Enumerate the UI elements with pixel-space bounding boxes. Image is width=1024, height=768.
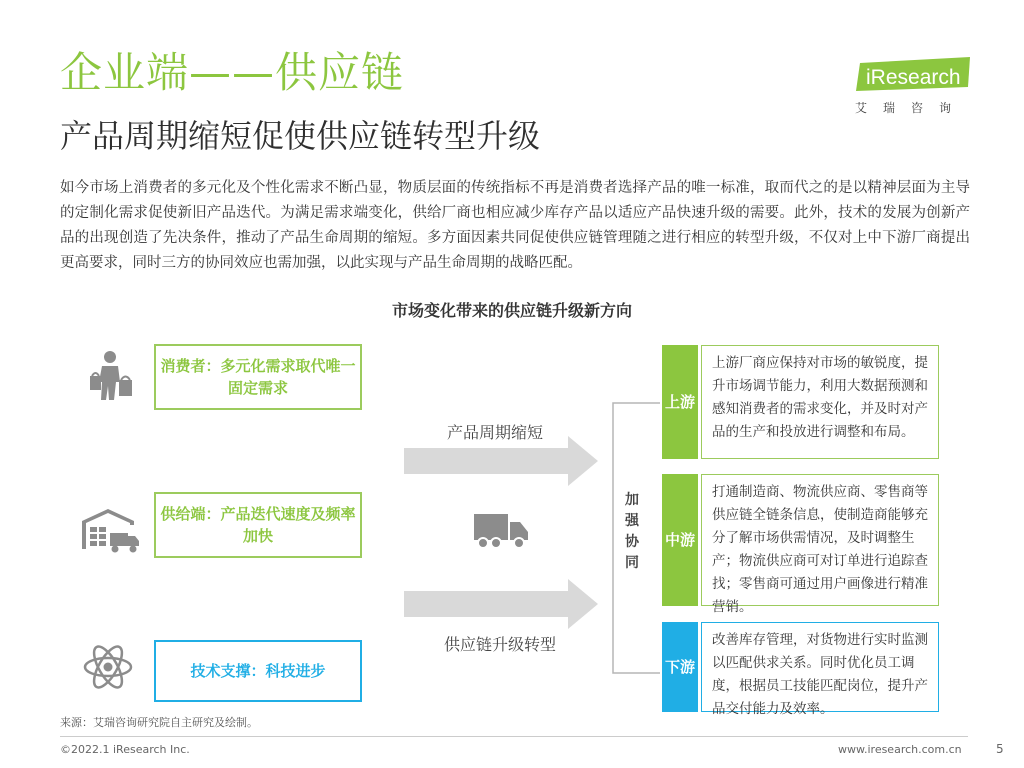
footer-url: www.iresearch.com.cn: [838, 743, 962, 756]
page-title: 企业端——供应链: [60, 48, 405, 97]
logo-subtitle: 艾瑞咨询: [855, 101, 968, 115]
consumer-box: 消费者：多元化需求取代唯一固定需求: [154, 344, 362, 410]
midstream-tag: 中游: [662, 474, 698, 606]
arrow-top: [404, 436, 598, 486]
shopper-icon: [88, 350, 138, 402]
supply-side-box: 供给端：产品迭代速度及频率加快: [154, 492, 362, 558]
arrow-top-label: 产品周期缩短: [447, 423, 544, 442]
page-number: 5: [996, 742, 1004, 756]
warehouse-icon: [80, 505, 142, 555]
collaboration-label: 加强协同: [625, 492, 639, 571]
midstream-description: 打通制造商、物流供应商、零售商等供应链全链条信息，使制造商能够充分了解市场供需情况，及时调整生产；物流供应商可对订单进行追踪查找；零售商可通过用户画像进行精准营销。: [701, 474, 939, 606]
arrow-bottom: [404, 579, 598, 629]
source-note: 来源：艾瑞咨询研究院自主研究及绘制。: [60, 716, 258, 729]
truck-icon: [472, 512, 530, 550]
downstream-tag: 下游: [662, 622, 698, 712]
technology-box: 技术支撑：科技进步: [154, 640, 362, 702]
atom-icon: [82, 640, 134, 694]
upstream-description: 上游厂商应保持对市场的敏锐度，提升市场调节能力，利用大数据预测和感知消费者的需求变化，并及时对产品的生产和投放进行调整和布局。: [701, 345, 939, 459]
logo-text: iResearch: [866, 66, 961, 89]
diagram-title: 市场变化带来的供应链升级新方向: [391, 301, 632, 320]
footer-divider: [60, 736, 968, 737]
intro-paragraph: 如今市场上消费者的多元化及个性化需求不断凸显，物质层面的传统指标不再是消费者选择产品的唯一标准，取而代之的是以精神层面为主导的定制化需求促使新旧产品迭代。为满足需求端变化，供给厂商也相应减少库存产品以适应产品快速升级的需要。此外，技术的发展为创新产品的出现创造了先决条件，推动了产品生命周期的缩短。多方面因素共同促使供应链管理随之进行相应的转型升级，不仅对上中下游厂商提出更高要求，同时三方的协同效应也需加强，以此实现与产品生命周期的战略匹配。: [60, 180, 970, 271]
upstream-tag: 上游: [662, 345, 698, 459]
footer-copyright: ©2022.1 iResearch Inc.: [60, 743, 190, 756]
downstream-description: 改善库存管理，对货物进行实时监测以匹配供求关系。同时优化员工调度，根据员工技能匹配岗位，提升产品交付能力及效率。: [701, 622, 939, 712]
arrow-bottom-label: 供应链升级转型: [444, 635, 557, 654]
page-subtitle: 产品周期缩短促使供应链转型升级: [60, 117, 541, 155]
